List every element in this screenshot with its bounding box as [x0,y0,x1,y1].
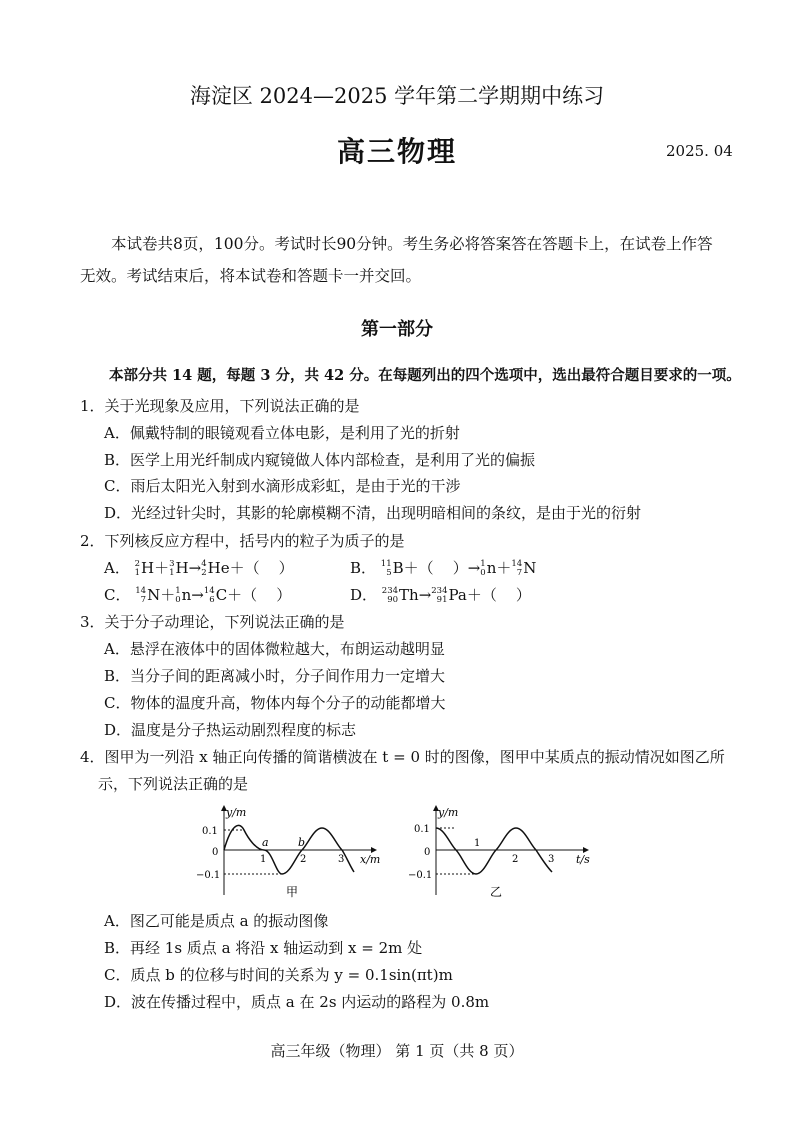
fig1-caption: 甲 [286,885,299,899]
vibration-graph-figure [408,800,608,900]
page-footer: 高三年级（物理） 第 1 页（共 8 页） [270,1042,524,1060]
q4-stem-line2: 示，下列说法正确的是 [98,775,249,793]
q4-option-d: D．波在传播过程中，质点 a 在 2s 内运动的路程为 0.8m [104,993,490,1011]
exam-intro: 本试卷共8页，100分。考试时长90分钟。考生务必将答案答在答题卡上，在试卷上作答无效。考试结束后，将本试卷和答题卡一并交回。 [80,235,713,285]
fig1-xtick-1: 1 [260,854,267,865]
fig1-ytick-bottom: −0.1 [196,870,221,881]
q1-option-b: B．医学上用光纤制成内窥镜做人体内部检查，是利用了光的偏振 [104,451,536,469]
q3-option-c: C．物体的温度升高，物体内每个分子的动能都增大 [104,694,446,712]
q1-option-c: C．雨后太阳光入射到水滴形成彩虹，是由于光的干涉 [104,477,461,495]
wave-graph-figure [196,800,396,900]
fig2-ylabel: y/m [438,806,459,819]
q1-option-a: A．佩戴特制的眼镜观看立体电影，是利用了光的折射 [104,424,460,442]
vibration-curve [436,828,555,874]
q2-option-c: C． 14 7 N＋ 1 0 n→ 14 6 C＋（ ） [104,586,292,605]
q2-option-b: B． 11 5 B＋（ ）→ 1 0 n＋ 14 7 N [350,559,537,578]
part-title: 第一部分 [361,319,433,340]
q4-option-a: A．图乙可能是质点 a 的振动图像 [104,912,329,930]
q4-option-b: B．再经 1s 质点 a 将沿 x 轴运动到 x = 2m 处 [104,939,423,957]
page-title: 高三物理 [336,135,457,168]
q2-option-a: A． 2 1 H＋ 3 1 H→ 4 2 He＋（ ） [104,559,294,578]
part-instructions: 本部分共 14 题，每题 3 分，共 42 分。在每题列出的四个选项中，选出最符合题目要求的一项。 [109,367,741,384]
q4-stem-line1: 4．图甲为一列沿 x 轴正向传播的简谐横波在 t = 0 时的图像，图甲中某质点的振动情况如图乙所 [80,748,725,766]
fig2-xtick-2: 2 [512,854,519,865]
q3-option-d: D．温度是分子热运动剧烈程度的标志 [104,721,357,739]
fig1-ytick-zero: 0 [212,847,219,858]
q3-option-b: B．当分子间的距离减小时，分子间作用力一定增大 [104,667,446,685]
q1-option-d: D．光经过针尖时，其影的轮廓模糊不清，出现明暗相间的条纹，是由于光的衍射 [104,504,642,522]
fig1-xtick-3: 3 [338,854,345,865]
q3-stem: 3．关于分子动理论，下列说法正确的是 [80,613,345,631]
q3-option-a: A．悬浮在液体中的固体微粒越大，布朗运动越明显 [104,640,445,658]
fig1-xlabel: x/m [360,853,381,866]
point-a-label: a [262,836,269,849]
fig2-ytick-zero: 0 [424,847,431,858]
q2-option-d: D． 234 90 Th→ 234 91 Pa＋（ ） [350,586,531,605]
fig2-caption: 乙 [490,885,503,899]
fig2-xlabel: t/s [576,853,590,866]
exam-header: 海淀区 2024—2025 学年第二学期期中练习 [189,84,605,108]
fig1-ylabel: y/m [226,806,247,819]
fig2-xtick-1: 1 [474,838,481,849]
fig2-ytick-bottom: −0.1 [408,870,433,881]
fig2-ytick-top: 0.1 [414,824,430,835]
q2-stem: 2．下列核反应方程中，括号内的粒子为质子的是 [80,532,405,550]
point-b-label: b [298,836,306,849]
q4-option-c: C．质点 b 的位移与时间的关系为 y = 0.1sin(πt)m [104,966,453,984]
exam-date: 2025. 04 [666,142,733,160]
q1-stem: 1．关于光现象及应用，下列说法正确的是 [80,397,360,415]
fig2-xtick-3: 3 [548,854,555,865]
fig1-ytick-top: 0.1 [202,826,218,837]
fig1-xtick-2: 2 [300,854,307,865]
